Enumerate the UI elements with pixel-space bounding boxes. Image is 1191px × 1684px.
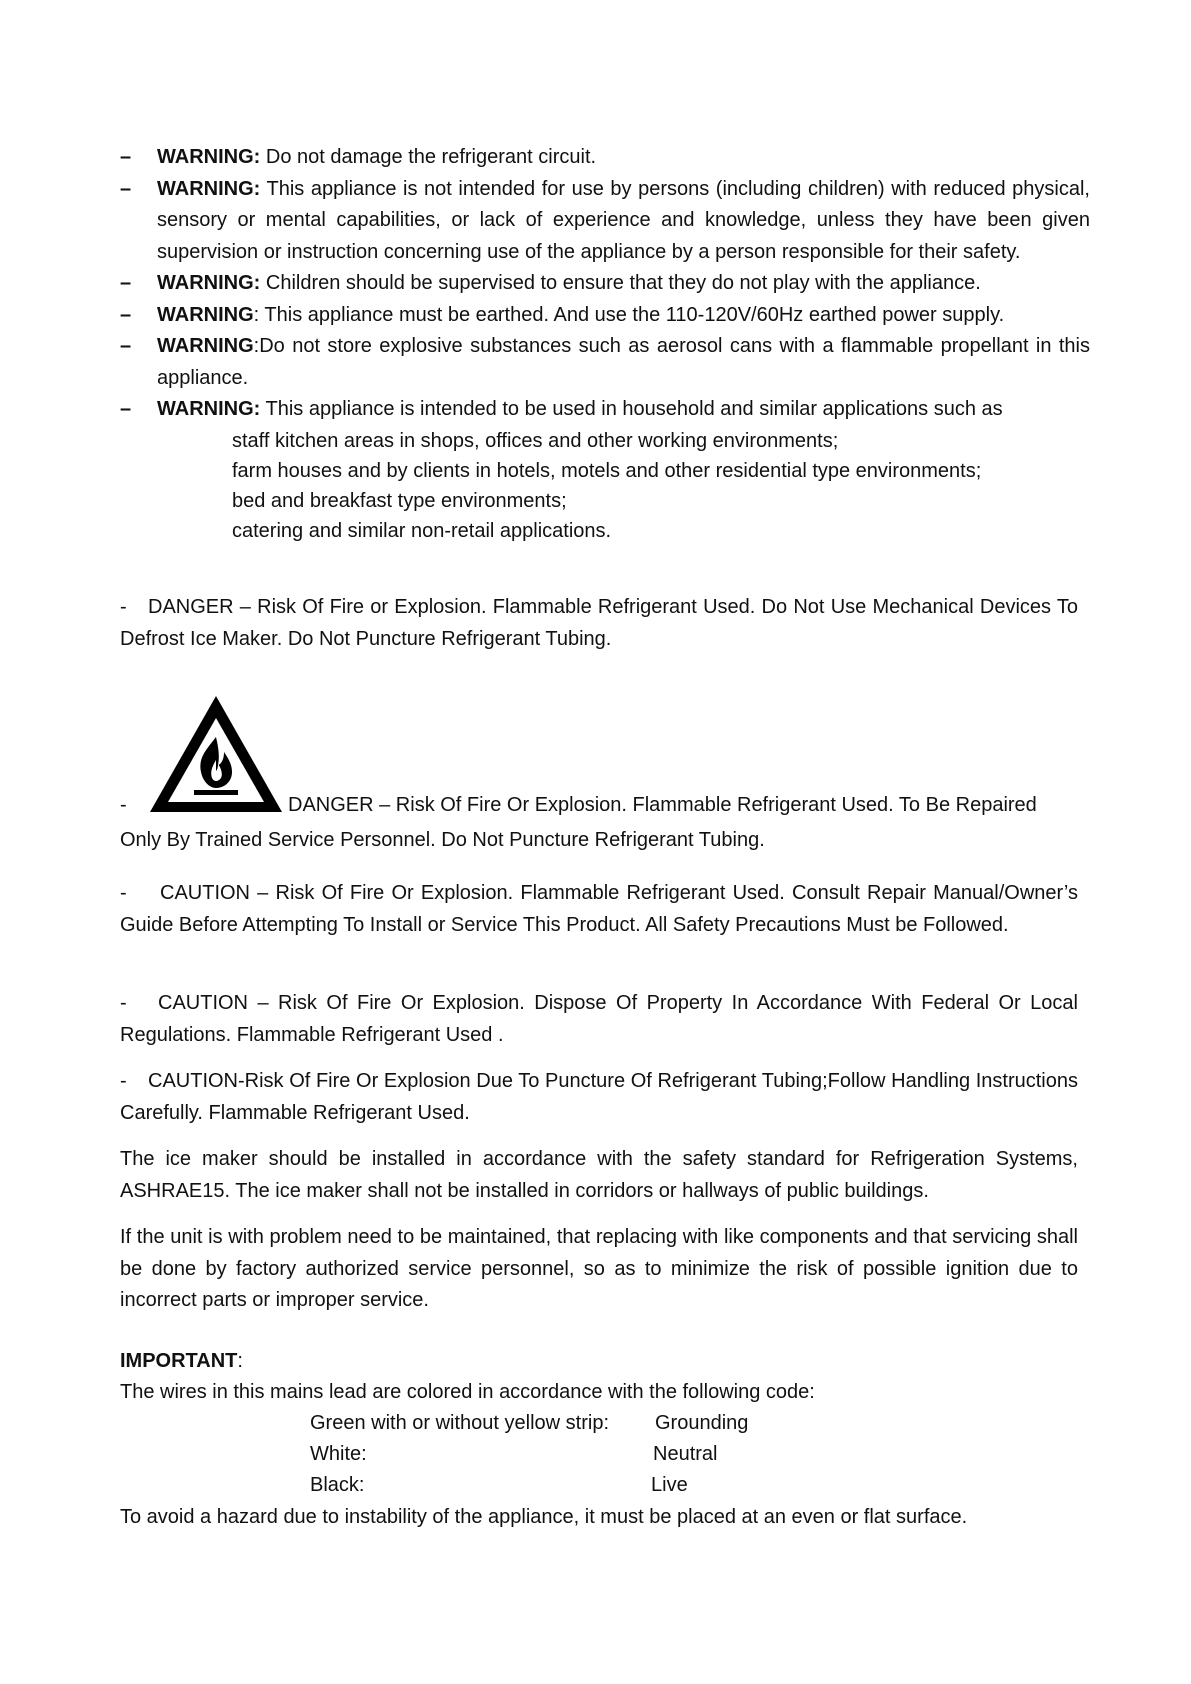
warning-text: Do not damage the refrigerant circuit. [260,146,597,168]
list-dash: – [120,303,132,326]
danger-text: DANGER – Risk Of Fire Or Explosion. Flammable Refrigerant Used. To Be Repaired [288,794,1037,816]
caution-text: CAUTION – Risk Of Fire Or Explosion. Dispose Of Property In Accordance With Federal Or Local Regulations. Flammable Refrigerant Used . [120,992,1078,1046]
danger-text: DANGER – Risk Of Fire or Explosion. Flammable Refrigerant Used. Do Not Use Mechanical Devices To Defrost Ice Maker. Do Not Puncture Refrigerant Tubing. [120,596,1078,650]
warning-label: WARNING [157,335,254,357]
wire-function: Grounding [655,1412,749,1434]
list-dash: – [120,335,132,357]
important-title: IMPORTANT [120,1350,238,1372]
wire-code-row [310,1470,688,1502]
warning-text: : This appliance must be earthed. And use the 110-120V/60Hz earthed power supply. [253,303,1005,326]
stability-note: To avoid a hazard due to instability of the appliance, it must be placed at an even or flat surface. [120,1506,968,1528]
install-note: The ice maker should be installed in accordance with the safety standard for Refrigeration Systems, ASHRAE15. The ice maker shall not be installed in corridors or hallways of public buildings. [120,1148,1078,1202]
caution-paragraph-2 [120,988,1078,1051]
wire-color: White: [310,1443,367,1465]
danger-paragraph-2 [120,692,1078,857]
caution-text: CAUTION – Risk Of Fire Or Explosion. Flammable Refrigerant Used. Consult Repair Manual/Owner’s Guide Before Attempting To Install or Service This Product. All Safety Precautions Must be Followed. [120,882,1078,936]
paragraph-dash: - [120,596,127,618]
warning-label: WARNING: [157,146,261,168]
wire-color: Green with or without yellow strip: [310,1412,610,1434]
application-item: bed and breakfast type environments; [232,489,567,512]
warning-item [120,394,1090,426]
application-item: staff kitchen areas in shops, offices and other working environments; [232,429,839,452]
warning-item [120,331,1090,394]
warning-list [120,142,1090,546]
wire-function: Live [651,1474,688,1496]
wire-color: Black: [310,1474,365,1496]
list-dash: – [120,146,132,168]
warning-label: WARNING: [157,272,261,294]
service-note: If the unit is with problem need to be maintained, that replacing with like components and that servicing shall be done by factory authorized service personnel, so as to minimize the risk of possible ignition due to incorrect parts or improper service. [120,1226,1078,1311]
applications-list [232,426,1090,547]
wire-code-row [310,1439,717,1471]
wire-code-row [310,1408,748,1440]
danger-text-continued: Only By Trained Service Personnel. Do Not Puncture Refrigerant Tubing. [120,829,765,851]
list-dash: – [120,177,132,200]
important-colon: : [237,1350,243,1372]
paragraph-dash: - [120,882,127,904]
paragraph-dash: - [120,1070,127,1092]
warning-label: WARNING [157,303,254,326]
warning-item [120,300,1090,332]
danger-paragraph-1 [120,592,1078,655]
warning-text: Children should be supervised to ensure that they do not play with the appliance. [260,272,981,294]
paragraph-dash: - [120,992,127,1014]
warning-item [120,174,1090,269]
wire-function: Neutral [653,1443,718,1465]
application-item: catering and similar non-retail applications. [232,520,612,543]
warning-label: WARNING: [157,398,261,420]
caution-paragraph-1 [120,878,1078,941]
application-item: farm houses and by clients in hotels, motels and other residential type environments; [232,459,982,482]
flammable-warning-triangle-icon [146,692,286,817]
caution-text: CAUTION-Risk Of Fire Or Explosion Due To Puncture Of Refrigerant Tubing;Follow Handling Instructions Carefully. Flammable Refrigerant Used. [120,1070,1078,1124]
caution-paragraph-3 [120,1066,1078,1129]
warning-text: :Do not store explosive substances such as aerosol cans with a flammable propellant in this appliance. [157,335,1090,389]
warning-text: This appliance is intended to be used in household and similar applications such as [260,398,1003,420]
warning-item [120,142,1090,174]
list-dash: – [120,398,132,420]
important-heading [120,1346,243,1378]
warning-text: This appliance is not intended for use by persons (including children) with reduced physical, sensory or mental capabilities, or lack of experience and knowledge, unless they have been given supervision or instruction concerning use of the appliance by a person responsible for their safety. [157,177,1090,263]
warning-item [120,268,1090,300]
list-dash: – [120,272,132,294]
warning-label: WARNING: [157,177,261,200]
paragraph-dash: - [120,794,127,816]
wire-code-intro: The wires in this mains lead are colored in accordance with the following code: [120,1381,815,1403]
